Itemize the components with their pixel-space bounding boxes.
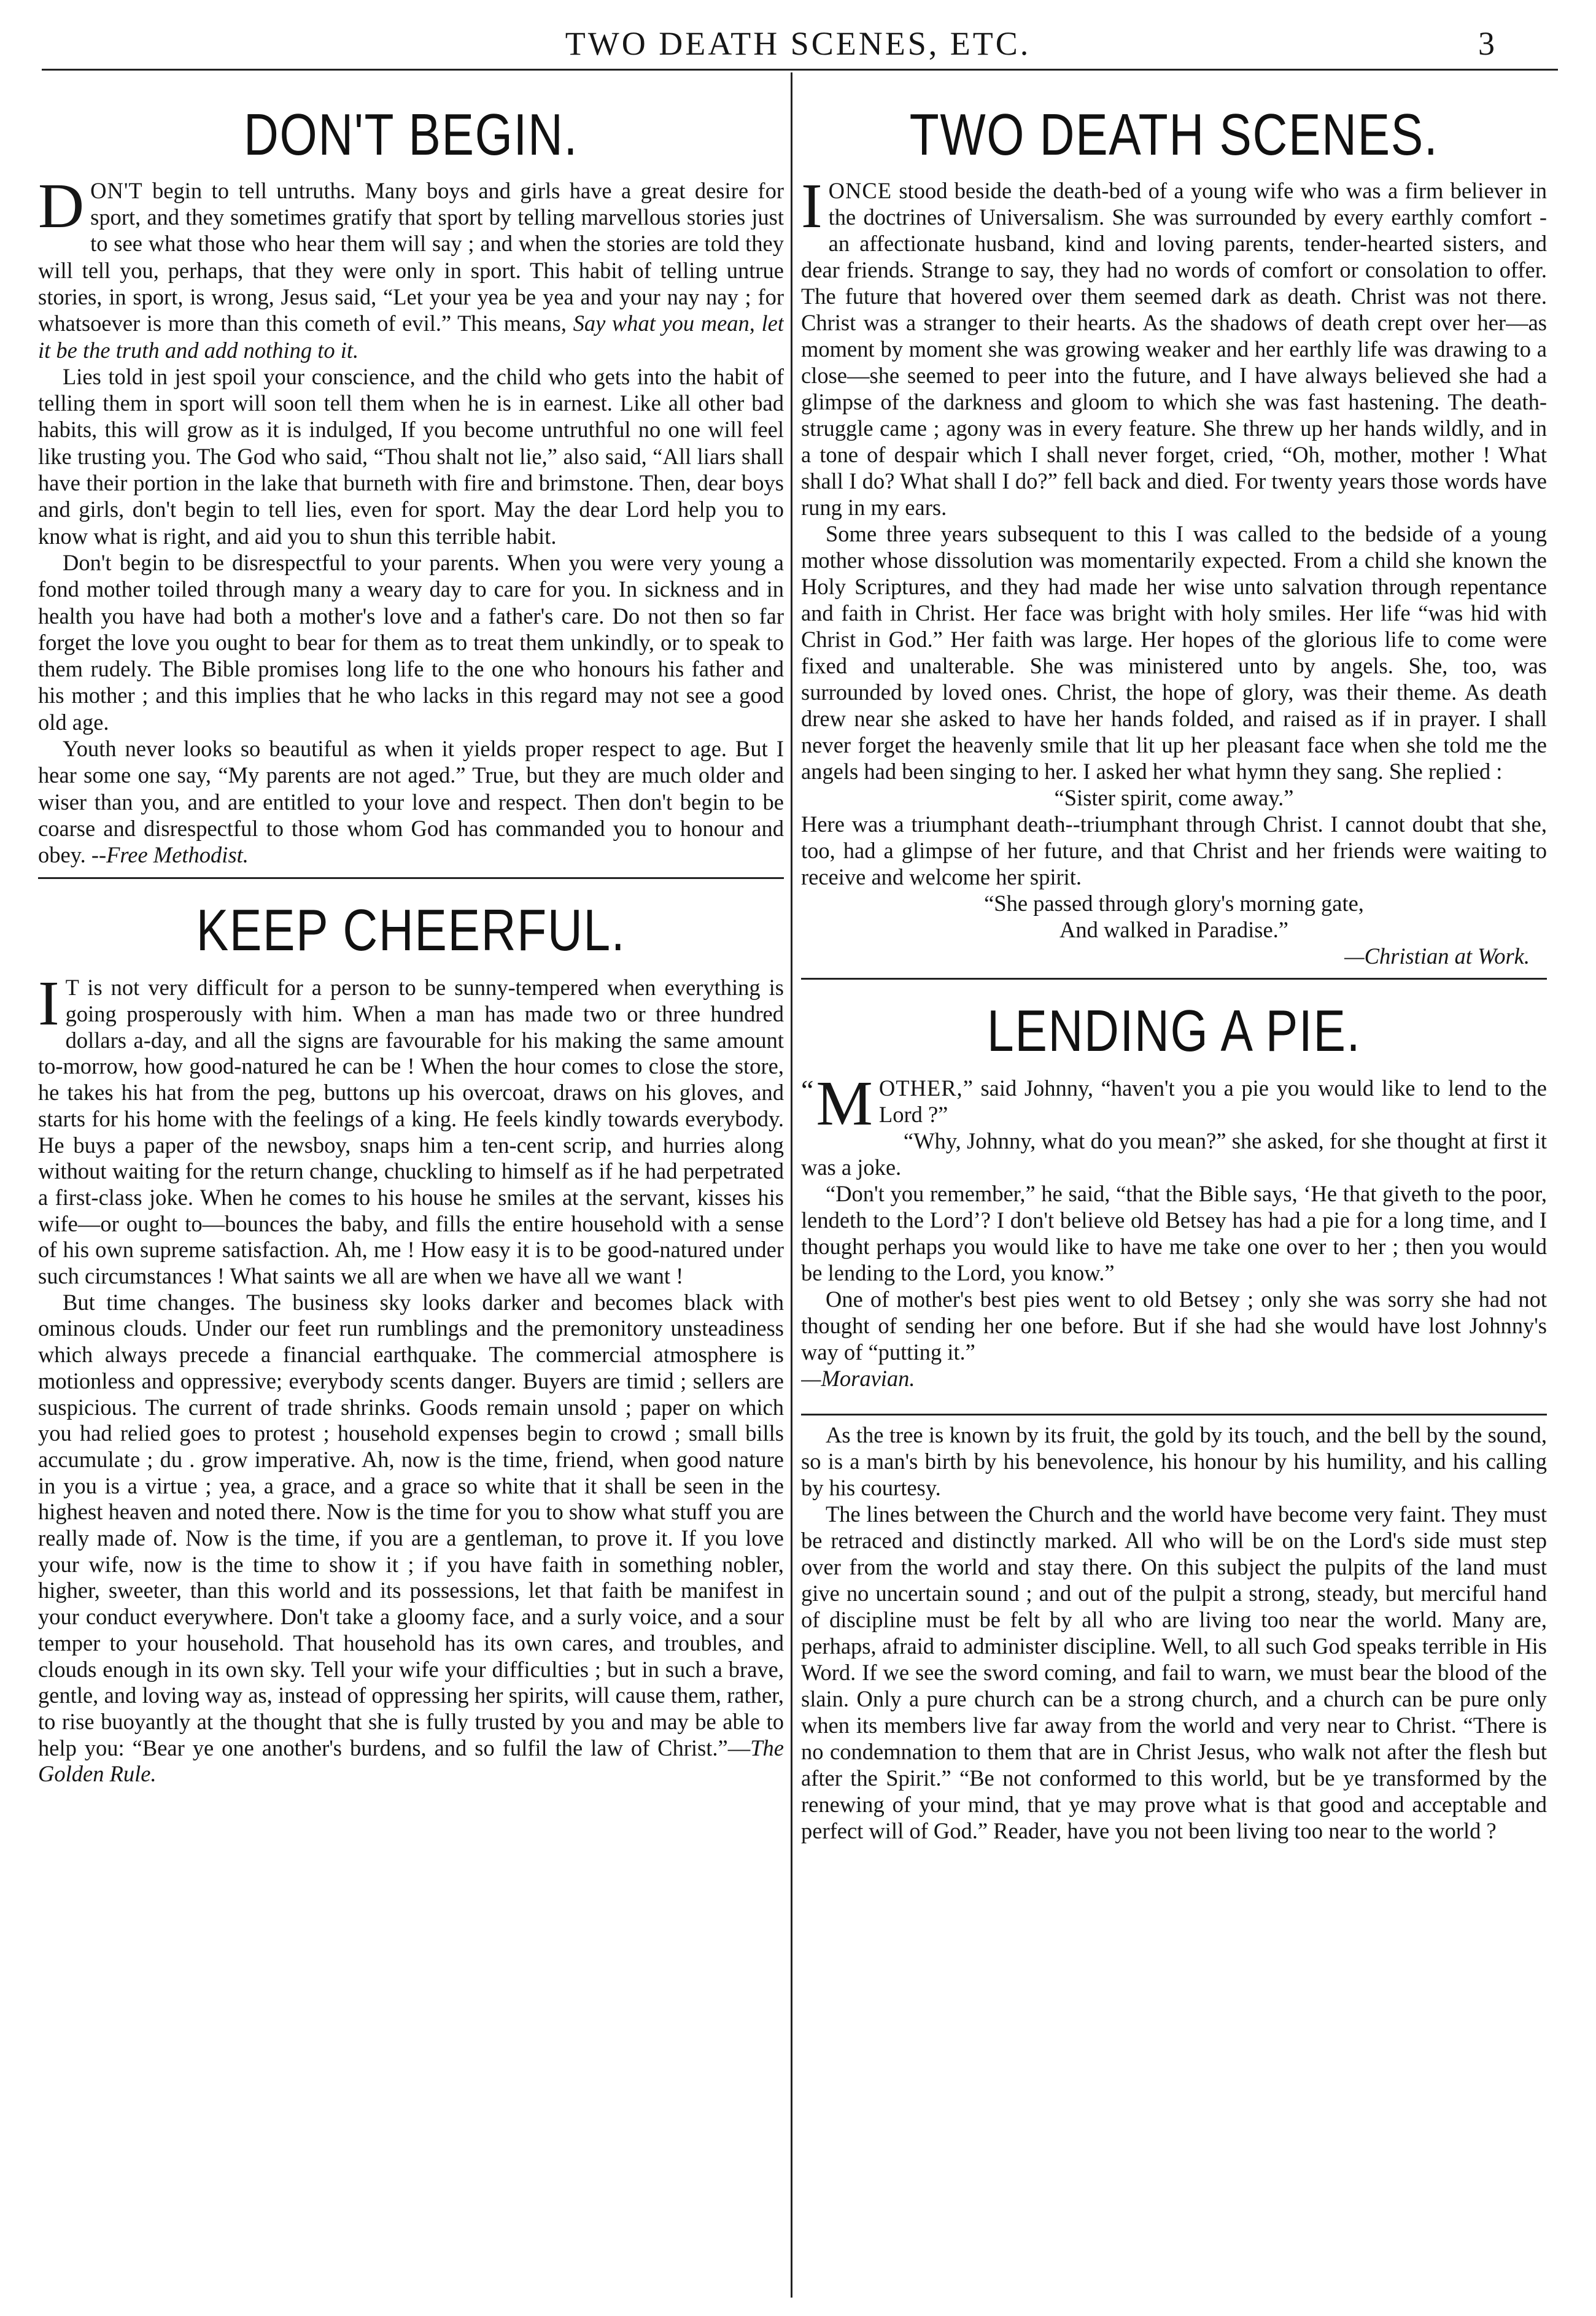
lead-word: ONCE [828, 177, 892, 203]
attribution: The Golden Rule. [38, 1735, 784, 1787]
article-paragraph: Don't begin to be disrespectful to your parents. When you were very young a fond mother toiled through many a weary day to care for you. In sickness and in health you have had both a mother's love and a father's care. Do not then so far forget the love you ought to bear for them as to treat them unkindly, or to speak to them rudely. The Bible promises long life to the one who honours his father and his mother ; and this implies that he who lacks in this regard may not see a good old age. [38, 549, 784, 735]
article-paragraph: The lines between the Church and the world have become very faint. They must be retraced and distinctly marked. All who will be on the Lord's side must step over from the world and stay there. On this subject the pulpits of the land must give no uncertain sound ; and out of the pulpit a strong, steady, but merciful hand of discipline must be felt by all who are living too near the world. Many are, perhaps, afraid to administer discipline. Well, to all such God speaks terrible in His Word. If we see the sword coming, and fail to warn, we must bear the blood of the slain. Only a pure church can be a strong church, and a church can be pure only when its members live far away from the world and very near to Christ. “There is no condemnation to them that are in Christ Jesus, who walk not after the flesh but after the Spirit.” “Be not conformed to this world, but be ye transformed by the renewing of your mind, that ye may prove what is that good and acceptable and perfect will of God.” Reader, have you not been living too near to the world ? [801, 1501, 1547, 1843]
running-title: TWO DEATH SCENES, ETC. [565, 25, 1031, 62]
article-title: TWO DEATH SCENES. [909, 102, 1439, 168]
article-dont-begin [38, 72, 784, 869]
article-paragraph: One of mother's best pies went to old Betsey ; only she was sorry she had not thought of sending her one before. But if she had she would have lost Johnny's way of “putting it.” [801, 1286, 1547, 1365]
article-paragraph: Lies told in jest spoil your conscience, and the child who gets into the habit of telling them in sport will soon tell them when he is in earnest. Like all other bad habits, this will grow as it is indulged, If you become untruthful no one will feel like trusting you. The God who said, “Thou shalt not lie,” also said, “All liars shall have their portion in the lake that burneth with fire and brimstone. Then, dear boys and girls, don't begin to tell lies, even for sport. May the dear Lord help you to know what is right, and aid you to shun this terrible habit. [38, 363, 784, 549]
attribution: —Christian at Work. [1344, 943, 1530, 969]
article-paragraph: As the tree is known by its fruit, the gold by its touch, and the bell by the sound, so is a man's birth by his benevolence, his honour by his humility, and his calling by his courtesy. [801, 1422, 1547, 1500]
article-two-death-scenes [801, 72, 1547, 969]
article-lending-a-pie [801, 980, 1547, 1392]
header-rule [42, 69, 1558, 71]
article-keep-cheerful [38, 879, 784, 1788]
article-paragraph: Some three years subsequent to this I was called to the bedside of a young mother whose dissolution was momentarily expected. From a child she known the Holy Scriptures, and they had made her wise unto salvation through repentance and faith in Christ. Her face was bright with holy smiles. Her life “was hid with Christ in God.” Her faith was large. Her hopes of the glorious life to come were fixed and unalterable. She was ministered unto by angels. She, too, was surrounded by loved ones. Christ, the hope of glory, was their theme. As death drew near she asked to have her hands folded, and raised as if in prayer. I shall never forget the heavenly smile that lit up her pleasant face when she told me the angels had been singing to her. I asked her what hymn they sang. She replied : [801, 521, 1547, 784]
running-header [0, 25, 1596, 68]
lead-word: ON'T [90, 177, 143, 203]
paragraph-text: But time changes. The business sky looks darker and becomes black with ominous clouds. Under our feet run rumblings and the premonitory unsteadiness which always precede a financial earthquake. The commercial atmosphere is motionless and oppressive; everybody scents danger. Buyers are timid ; sellers are suspicious. The current of trade shrinks. Goods remain unsold ; paper on which you had relied goes to protest ; household expenses begin to crowd ; small bills accumulate ; du . grow imperative. Ah, now is the time, friend, when good nature in you is a virtue ; yea, a grace, and a grace so white that it shall be seen in the highest heaven and noted there. Now is the time for you to show what stuff you are really made of. Now is the time, if you are a gentleman, to prove it. If you love your wife, now is the time to show it ; if you have faith in something nobler, higher, sweeter, than this world and its possessions, let that faith be manifest in your conduct everywhere. Don't take a gloomy face, and a surly voice, and a sour temper to your household. That household has its own cares, and troubles, and clouds enough in its own sky. Tell your wife your difficulties ; but in such a brave, gentle, and loving way as, instead of oppressing her spirits, will cause them, rather, to rise buoyantly at the thought that she is fully trusted by you and may be able to help you: “Bear ye one another's burdens, and so fulfil the law of Christ.”— [38, 1289, 784, 1760]
drop-cap: D [38, 170, 85, 241]
attribution: —Moravian. [801, 1365, 915, 1391]
article-paragraph: “Don't you remember,” he said, “that the Bible says, ‘He that giveth to the poor, lendeth to the Lord’? I don't believe old Betsey has had a pie for a long time, and I thought perhaps you would like to have me take one over to her ; then you would be lending to the Lord, you know.” [801, 1180, 1547, 1285]
article-paragraph [38, 170, 784, 363]
article-paragraph [38, 968, 784, 1289]
verse-line: “She passed through glory's morning gate, [984, 890, 1364, 916]
article-paragraph [38, 735, 784, 868]
article-paragraph [38, 1290, 784, 1787]
drop-cap: I [38, 968, 60, 1039]
left-column [38, 72, 784, 2301]
article-title: KEEP CHEERFUL. [196, 897, 626, 963]
paragraph-text: ” said Johnny, “haven't you a pie you would like to lend to the Lord ?” [878, 1075, 1547, 1127]
attribution: Free Methodist. [106, 842, 249, 868]
article-paragraph [801, 170, 1547, 521]
article-church-and-world [801, 1422, 1547, 1844]
italic-text: Say what you mean, let it be the truth and add nothing to it. [38, 311, 784, 363]
drop-cap: M [816, 1067, 873, 1139]
column-divider [791, 72, 792, 2298]
article-paragraph [801, 1067, 1547, 1139]
article-title: LENDING A PIE. [986, 997, 1362, 1064]
drop-cap: I [801, 170, 823, 241]
page-number: 3 [1478, 25, 1495, 62]
lead-word: OTHER, [878, 1075, 963, 1101]
verse-line: And walked in Paradise.” [1059, 916, 1288, 942]
paragraph-text: stood beside the death-bed of a young wife who was a firm believer in the doctrines of Universalism. She was surrounded by every earthly comfort - an affectionate husband, kind and loving parents, tender-hearted sisters, and dear friends. Strange to say, they had no words of comfort or consolation to offer. The future that hovered over them seemed dark as death. Christ was not there. Christ was a stranger to their hearts. As the shadows of death crept over her—as moment by moment she was growing weaker and her earthly life was drawing to a close—she seemed to peer into the future, and I have always believed she had a glimpse of the darkness and gloom to which she was fast hastening. The death-struggle came ; agony was in every feature. She threw up her hands wildly, and in a tone of despair which I shall never forget, cried, “Oh, mother, mother ! What shall I do? What shall I do?” fell back and died. For twenty years those words have rung in my ears. [801, 177, 1547, 520]
paragraph-text: T is not very difficult for a person to be sunny-tempered when everything is going prosperously with him. When a man has made two or three hundred dollars a-day, and all the signs are favourable for his making the same amount to-morrow, how good-natured he can be ! When the hour comes to close the store, he takes his hat from the peg, buttons up his overcoat, draws on his gloves, and starts for his home with the feelings of a king. He feels kindly towards everybody. He buys a paper of the newsboy, snaps him a ten-cent scrip, and hurries along without waiting for the return change, chuckling to himself as if he had perpetrated a first-class joke. When he comes to his house he smiles at the servant, kisses his wife—or ought to—bounces the baby, and fills the entire household with a sense of his own supreme satisfaction. Ah, me ! How easy it is to be good-natured under such circumstances ! What saints we all are when we have all we want ! [38, 975, 784, 1289]
article-title: DON'T BEGIN. [243, 102, 578, 168]
open-quote: “ [801, 1074, 814, 1106]
article-separator [801, 1414, 1547, 1416]
quoted-line: “Sister spirit, come away.” [1054, 784, 1294, 810]
right-column [801, 72, 1547, 2301]
article-paragraph: “Why, Johnny, what do you mean?” she asked, for she thought at first it was a joke. [801, 1128, 1547, 1180]
article-paragraph: Here was a triumphant death--triumphant through Christ. I cannot doubt that she, too, had a glimpse of her future, and that Christ and her friends were waiting to receive and welcome her spirit. [801, 811, 1547, 889]
paragraph-text: begin to tell untruths. Many boys and girls have a great desire for sport, and they sometimes gratify that sport by telling marvellous stories just to see what those who hear them will say ; and when the stories are told they will tell you, perhaps, that they were only in sport. This habit of telling untrue stories, in sport, is wrong, Jesus said, “Let your yea be yea and your nay nay ; for whatsoever is more than this cometh of evil.” This means, [38, 177, 784, 336]
paragraph-text: Youth never looks so beautiful as when it yields proper respect to age. But I hear some one say, “My parents are not aged.” True, but they are much older and wiser than you, and are entitled to your love and respect. Then don't begin to be coarse and disrespectful to those whom God has commanded you to honour and obey. -- [38, 736, 784, 868]
